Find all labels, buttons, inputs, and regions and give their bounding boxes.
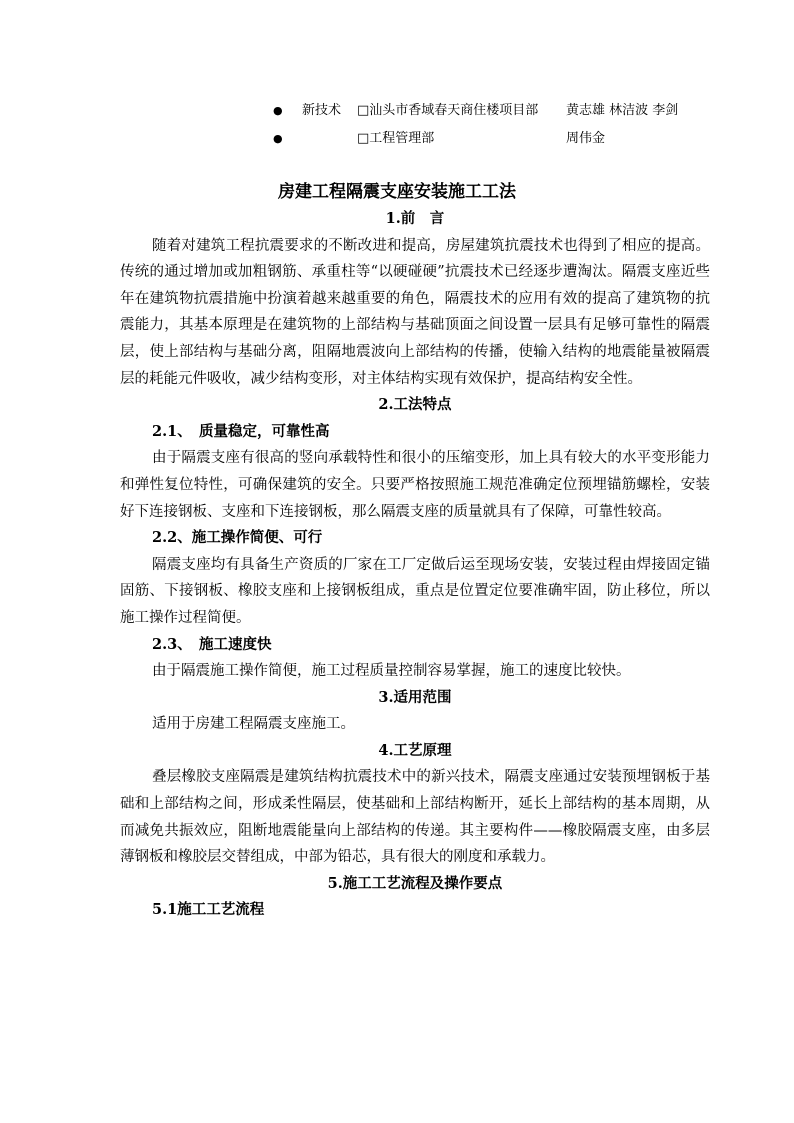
subsection-heading: 2.3、 施工速度快 — [152, 635, 272, 653]
header-people: 黄志雄 林洁波 李剑 — [566, 103, 679, 118]
document-body — [120, 206, 710, 924]
section-heading: 3.适用范围 — [378, 688, 452, 706]
header-people: 周伟金 — [566, 131, 606, 146]
subsection-heading: 5.1施工工艺流程 — [152, 901, 265, 919]
section-heading: 4.工艺原理 — [378, 741, 452, 759]
section-heading: 1.前 言 — [385, 210, 445, 227]
header-unit: □汕头市香域春天商住楼项目部 — [357, 103, 539, 118]
subsection-heading: 2.1、 质量稳定，可靠性高 — [152, 422, 330, 440]
section-heading: 2.工法特点 — [378, 396, 452, 414]
header-row-1 — [0, 100, 794, 122]
bullet-icon: ● — [273, 132, 283, 145]
document-title: 房建工程隔震支座安装施工工法 — [278, 182, 516, 202]
paragraph: 由于隔震施工操作简便，施工过程质量控制容易掌握，施工的速度比较快。 — [152, 663, 631, 680]
subsection-heading: 2.2、施工操作简便、可行 — [152, 529, 323, 547]
paragraph: 随着对建筑工程抗震要求的不断改进和提高，房屋建筑抗震技术也得到了相应的提高。传统的通过增加或加粗钢筋、承重柱等“以硬碰硬”抗震技术已经逐步遭淘汰。隔震支座近些年在建筑物抗震措施中扮演着越来越重要的角色，隔震技术的应用有效的提高了建筑物的抗震能力，其基本原理是在建筑物的上部结构与基础顶面之间设置一层具有足够可靠性的隔震层，使上部结构与基础分离，阻隔地震波向上部结构的传播，使输入结构的地震能量被隔震层的耗能元件吸收，减少结构变形，对主体结构实现有效保护，提高结构安全性。 — [120, 237, 710, 387]
paragraph: 隔震支座均有具备生产资质的厂家在工厂定做后运至现场安装，安装过程由焊接固定锚固筋、下接钢板、橡胶支座和上接钢板组成，重点是位置定位要准确牢固，防止移位，所以施工操作过程简便。 — [120, 556, 710, 626]
header-row-2 — [0, 128, 794, 150]
paragraph: 由于隔震支座有很高的竖向承载特性和很小的压缩变形，加上具有较大的水平变形能力和弹性复位特性，可确保建筑的安全。只要严格按照施工规范准确定位预埋锚筋螺栓，安装好下连接钢板、支座和下连接钢板，那么隔震支座的质量就具有了保障，可靠性较高。 — [120, 450, 710, 520]
header-unit: □工程管理部 — [357, 131, 435, 146]
paragraph: 叠层橡胶支座隔震是建筑结构抗震技术中的新兴技术，隔震支座通过安装预埋钢板于基础和上部结构之间，形成柔性隔层，使基础和上部结构断开，延长上部结构的基本周期，从而减免共振效应，阻断地震能量向上部结构的传递。其主要构件——橡胶隔震支座，由多层薄钢板和橡胶层交替组成，中部为铅芯，具有很大的刚度和承载力。 — [120, 769, 710, 866]
header-label: 新技术 — [302, 103, 342, 118]
paragraph: 适用于房建工程隔震支座施工。 — [152, 716, 355, 733]
bullet-icon: ● — [273, 104, 283, 117]
section-heading: 5.施工工艺流程及操作要点 — [327, 874, 503, 892]
